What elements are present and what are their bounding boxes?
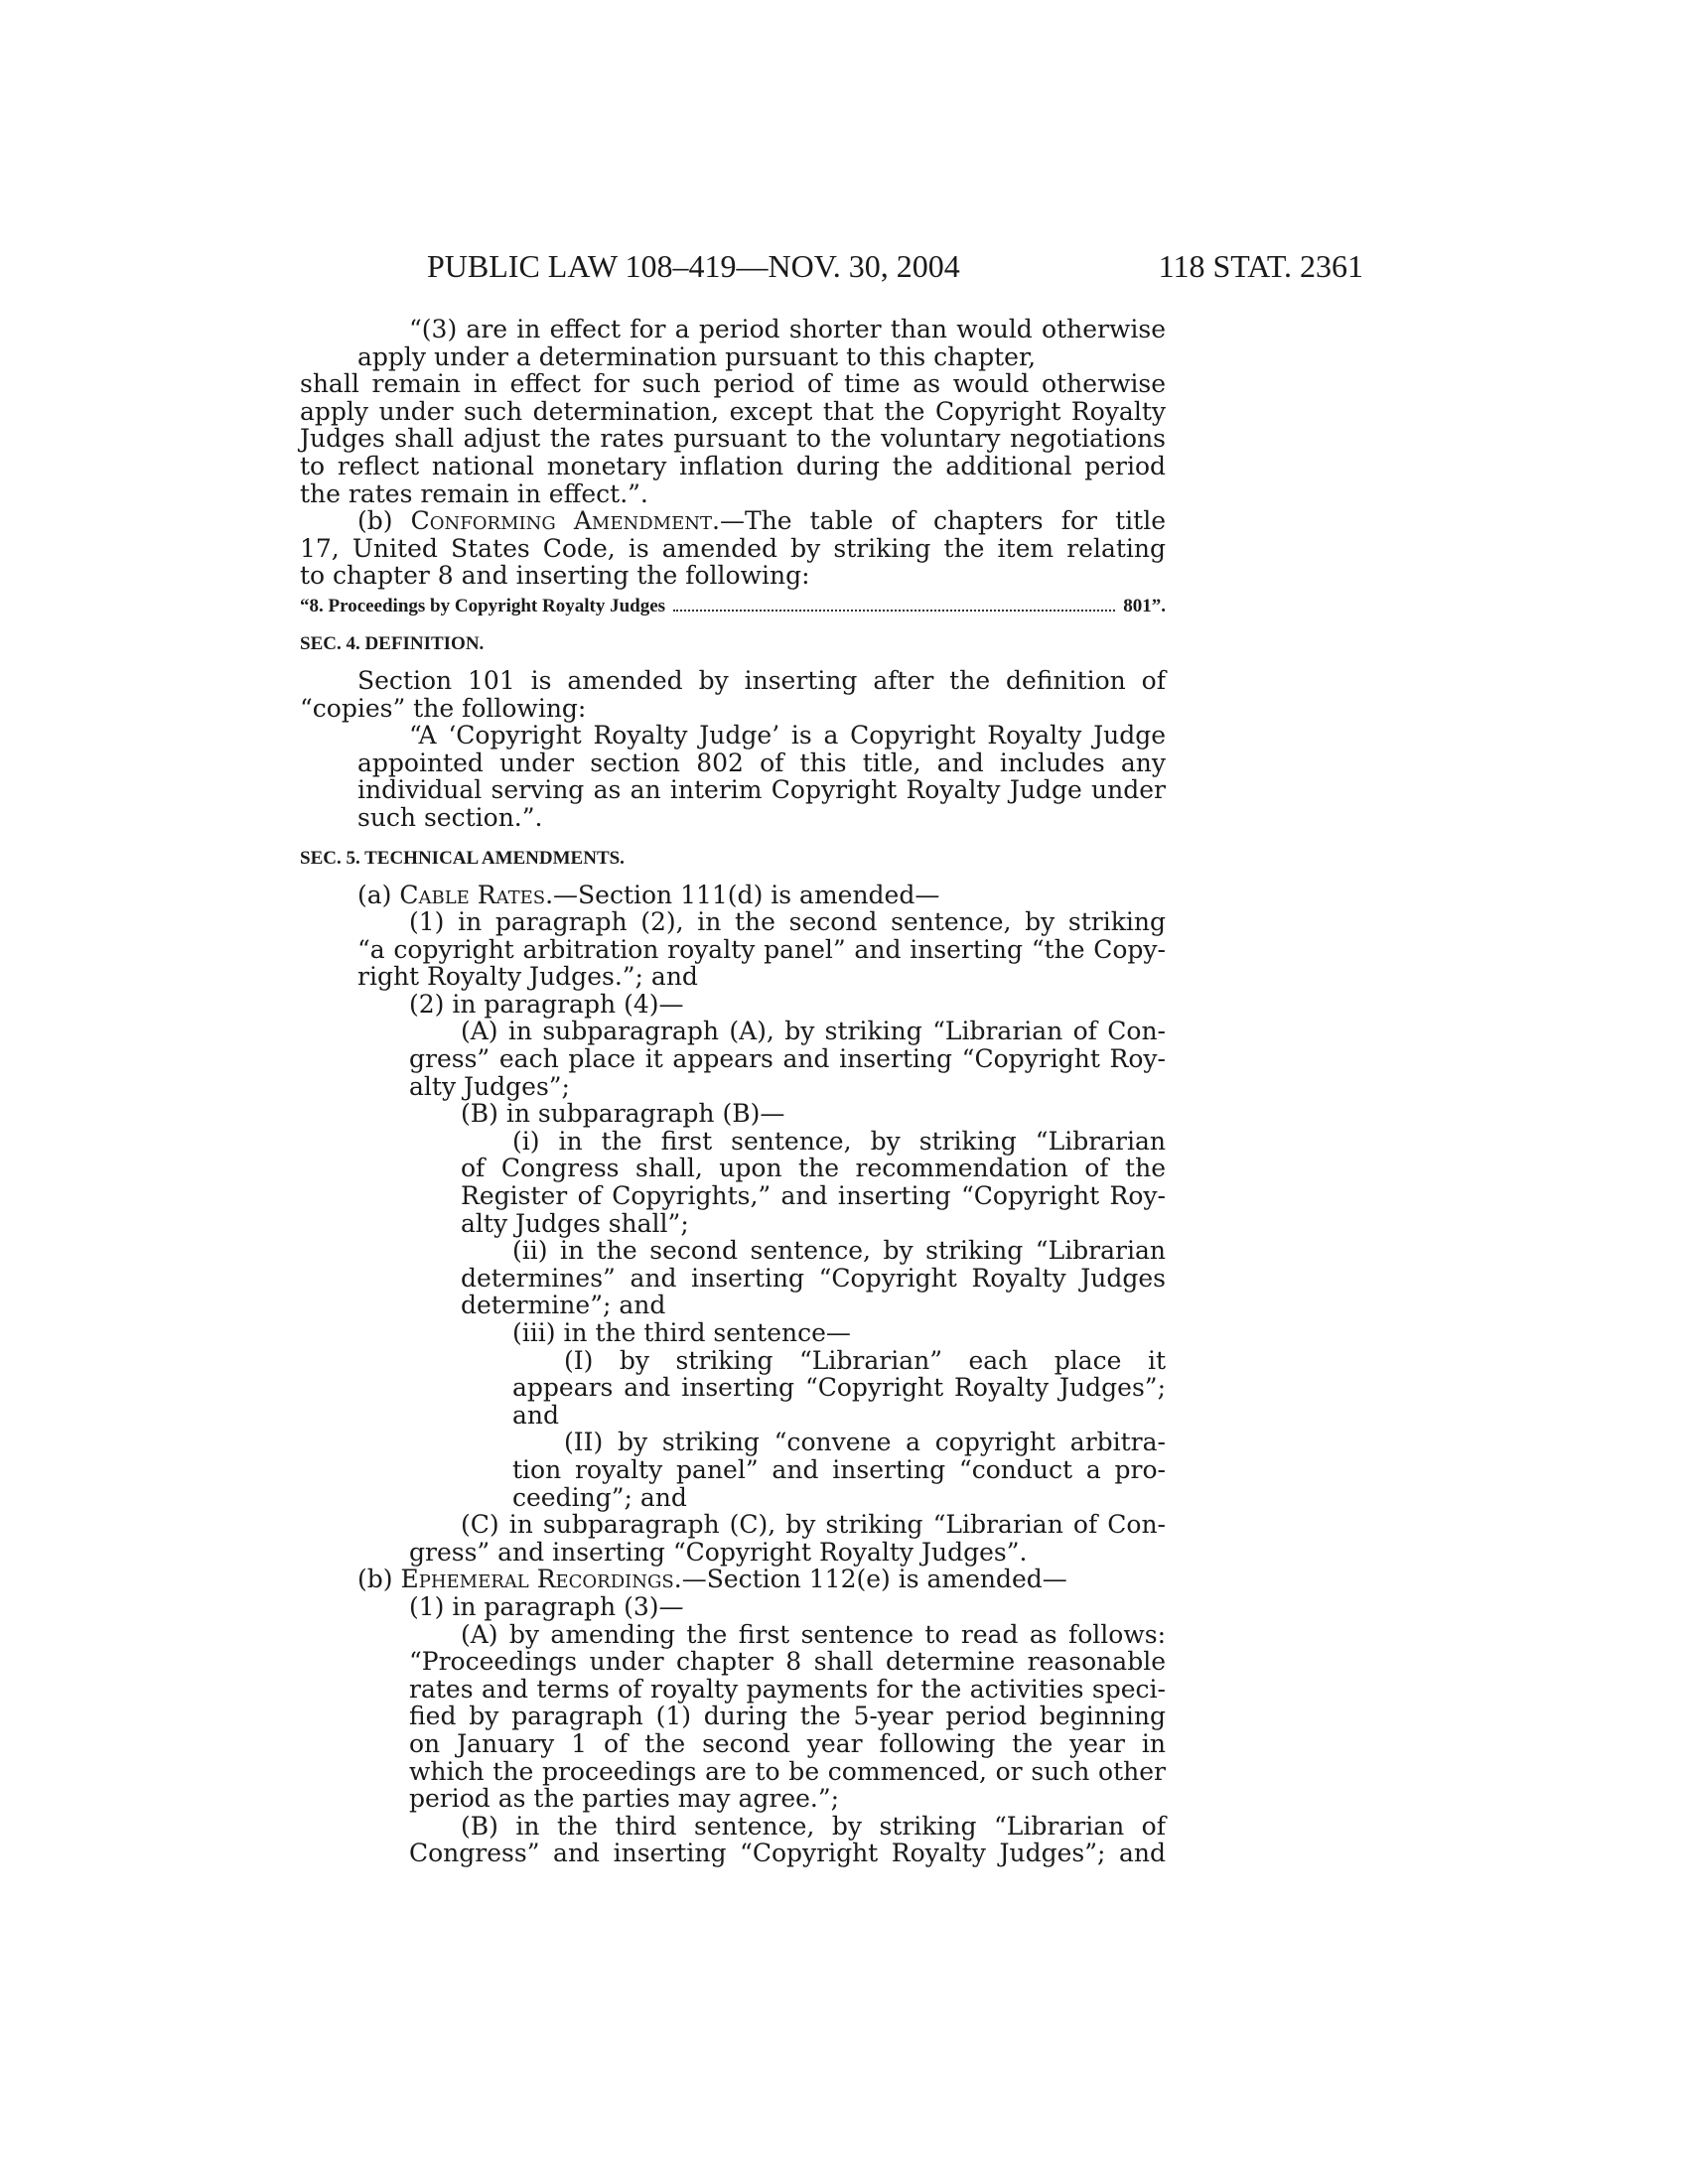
text-line: apply under such determination, except that the Copyright Royalty: [300, 396, 1166, 426]
text-line: the rates remain in effect.”.: [300, 478, 648, 508]
toc-entry-page: 801”.: [1123, 595, 1166, 616]
text-line: determine”; and: [461, 1291, 666, 1320]
text-line: of Congress shall, upon the recommendation of the: [461, 1154, 1166, 1183]
section-4-heading: SEC. 4. DEFINITION.: [300, 632, 485, 654]
section-4-body: [300, 667, 1166, 832]
conforming-amendment: [300, 507, 1166, 590]
text-line: Judges shall adjust the rates pursuant to the voluntary negotiations: [300, 424, 1166, 454]
text-fragment: .—Section 111(d) is amended—: [545, 880, 940, 909]
text-fragment: .—The table of chapters for title: [712, 506, 1166, 536]
text-line: alty Judges”;: [409, 1071, 570, 1101]
text-line: Section 101 is amended by inserting after the definition of: [357, 665, 1166, 695]
text-line: alty Judges shall”;: [461, 1208, 689, 1238]
text-line: [300, 507, 1166, 535]
subsection-label: (a): [357, 880, 400, 909]
toc-entry-title: “8. Proceedings by Copyright Royalty Judges: [300, 595, 666, 616]
text-line: fied by paragraph (1) during the 5-year period beginning: [409, 1702, 1166, 1731]
text-line: appears and inserting “Copyright Royalty Judges”;: [512, 1373, 1166, 1403]
text-line: [300, 1566, 1166, 1593]
document-body: [300, 316, 1166, 1867]
subsection-label: (b): [357, 1565, 401, 1594]
text-line: Congress” and inserting “Copyright Royalty Judges”; and: [409, 1839, 1166, 1868]
text-line: “A ‘Copyright Royalty Judge’ is a Copyright Royalty Judge: [409, 721, 1166, 751]
subsection-label: (b): [357, 506, 411, 536]
text-line: to reflect national monetary inflation during the additional period: [300, 451, 1166, 480]
table-of-chapters-entry: [300, 596, 1166, 617]
text-line: “(3) are in effect for a period shorter than would otherwise: [409, 315, 1166, 343]
text-line: (A) in subparagraph (A), by striking “Librarian of Con-: [461, 1017, 1166, 1046]
text-line: tion royalty panel” and inserting “conduct a pro-: [512, 1454, 1166, 1484]
text-line: and: [512, 1400, 560, 1430]
text-line: determines” and inserting “Copyright Royalty Judges: [461, 1263, 1166, 1293]
text-line: appointed under section 802 of this title, and includes any: [357, 748, 1166, 777]
text-line: “Proceedings under chapter 8 shall determine reasonable: [409, 1647, 1166, 1677]
text-line: (B) in subparagraph (B)—: [461, 1099, 785, 1129]
text-line: “a copyright arbitration royalty panel” and inserting “the Copy-: [357, 934, 1166, 964]
toc-leader-dots: [673, 610, 1115, 612]
section-5-heading: SEC. 5. TECHNICAL AMENDMENTS.: [300, 847, 625, 869]
text-line: (1) in paragraph (2), in the second sentence, by striking: [409, 907, 1166, 937]
text-line: shall remain in effect for such period of time as would otherwise: [300, 369, 1166, 399]
running-header: [0, 248, 1688, 288]
text-line: (A) by amending the first sentence to read as follows:: [461, 1619, 1166, 1649]
text-line: (II) by striking “convene a copyright arbitra-: [564, 1428, 1166, 1457]
text-line: (C) in subparagraph (C), by striking “Librarian of Con-: [461, 1510, 1166, 1540]
text-line: rates and terms of royalty payments for the activities speci-: [409, 1674, 1166, 1704]
subsection-heading: Ephemeral Recordings: [400, 1565, 674, 1594]
text-line: individual serving as an interim Copyright Royalty Judge under: [357, 775, 1166, 805]
text-line: (ii) in the second sentence, by striking “Librarian: [512, 1236, 1166, 1266]
text-fragment: .—Section 112(e) is amended—: [673, 1565, 1067, 1594]
section-5-body: [300, 882, 1166, 1867]
text-line: gress” each place it appears and inserting “Copyright Roy-: [409, 1044, 1166, 1074]
text-line: such section.”.: [357, 802, 543, 832]
text-line: apply under a determination pursuant to this chapter,: [357, 341, 1037, 371]
text-line: which the proceedings are to be commenced, or such other: [409, 1756, 1166, 1786]
text-line: (I) by striking “Librarian” each place it: [564, 1345, 1166, 1375]
text-line: “copies” the following:: [300, 693, 587, 723]
subsection-heading: Conforming Amendment: [410, 506, 713, 536]
text-line: (iii) in the third sentence—: [512, 1318, 851, 1347]
stat-citation: 118 STAT. 2361: [1158, 248, 1363, 284]
text-line: (2) in paragraph (4)—: [409, 989, 684, 1019]
text-line: [300, 882, 1166, 909]
text-line: to chapter 8 and inserting the following:: [300, 561, 810, 591]
running-title: PUBLIC LAW 108–419—NOV. 30, 2004: [427, 248, 960, 284]
text-line: right Royalty Judges.”; and: [357, 962, 698, 992]
text-line: Register of Copyrights,” and inserting “Copyright Roy-: [461, 1181, 1166, 1211]
subsection-heading: Cable Rates: [399, 880, 546, 909]
text-line: (i) in the first sentence, by striking “Librarian: [512, 1126, 1166, 1156]
text-line: (1) in paragraph (3)—: [409, 1591, 684, 1621]
text-line: (B) in the third sentence, by striking “Librarian of: [461, 1811, 1166, 1841]
text-line: gress” and inserting “Copyright Royalty Judges”.: [409, 1537, 1028, 1567]
text-line: on January 1 of the second year following the year in: [409, 1728, 1166, 1758]
paragraph-3-provision: [300, 316, 1166, 507]
text-line: period as the parties may agree.”;: [409, 1784, 840, 1814]
text-line: 17, United States Code, is amended by striking the item relating: [300, 533, 1166, 563]
text-line: ceeding”; and: [512, 1482, 687, 1512]
